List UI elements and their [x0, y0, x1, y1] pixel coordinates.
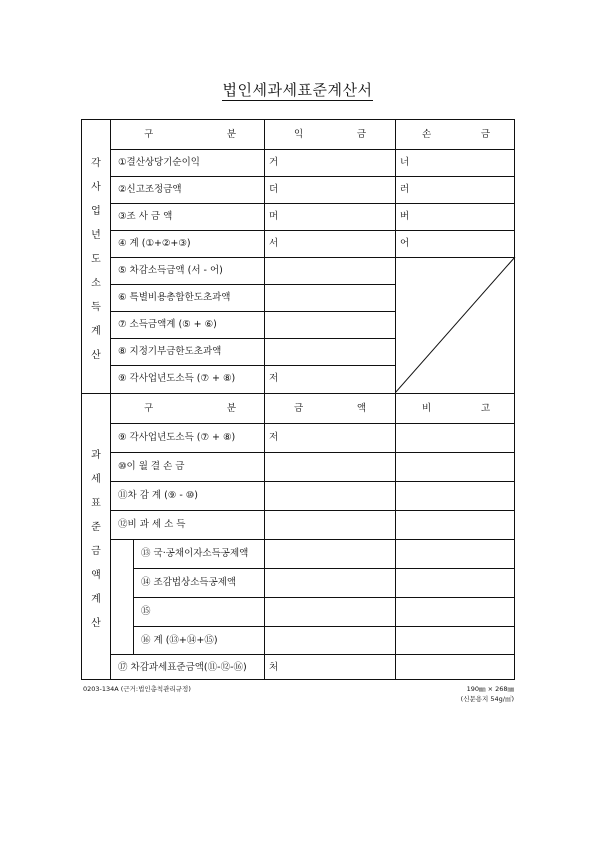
sub-row-label: ⑭ 조감법상소득공제액 [141, 577, 237, 588]
sub-row-label: ⑮ [141, 606, 151, 617]
paper-size: 190㎜ × 268㎜ [466, 685, 514, 693]
row-label: ⑧ 지정기부금한도초과액 [118, 346, 222, 357]
row-loss-value: 러 [400, 184, 410, 195]
row-amount-value: 저 [269, 432, 279, 443]
row-loss-value: 버 [400, 211, 410, 222]
sub-row-label: ⑯ 계 (⑬+⑭+⑮) [141, 635, 218, 646]
header-amount: 금 액 [294, 403, 366, 414]
header-category: 구 분 [144, 129, 236, 140]
row-income-value: 서 [269, 238, 279, 249]
row-income-value: 거 [269, 157, 279, 168]
row-label: ⑥ 특별비용총합한도초과액 [118, 292, 231, 303]
section2-side-label: 과 세 표 준 금 액 계 산 [91, 450, 101, 629]
row-label: ①결산상당기순이익 [118, 157, 200, 168]
row-income-value: 머 [269, 211, 279, 222]
row-label: ②신고조정금액 [118, 184, 182, 195]
header-remarks: 비 고 [422, 403, 490, 414]
row-label: ⑫비 과 세 소 득 [118, 519, 186, 530]
row-income-value: 저 [269, 373, 279, 384]
section1-side-label: 각 사 업 년 도 소 득 계 산 [91, 158, 101, 361]
tax-base-form [81, 119, 515, 680]
row-label: ⑩이 월 결 손 금 [118, 461, 185, 472]
row-income-value: 더 [269, 184, 279, 195]
row-label: ⑤ 차감소득금액 (서 - 어) [118, 265, 223, 276]
final-row-label: ⑰ 차감과세표준금액(⑪-⑫-⑯) [118, 662, 247, 673]
form-title: 법인세과세표준계산서 [222, 81, 373, 99]
row-label: ⑪차 감 계 (⑨ - ⑩) [118, 490, 199, 501]
header-category: 구 분 [144, 403, 236, 414]
diagonal-strike [395, 257, 516, 393]
row-label: ③조 사 금 액 [118, 211, 173, 222]
sub-row-label: ⑬ 국·공채이자소득공제액 [141, 548, 249, 559]
row-loss-value: 어 [400, 238, 410, 249]
paper-type: (신문용지 54g/㎡) [460, 695, 514, 703]
row-label: ⑨ 각사업년도소득 (⑦ + ⑧) [118, 373, 236, 384]
header-income: 익 금 [294, 129, 366, 140]
row-label: ④ 계 (①+②+③) [118, 238, 191, 249]
row-label: ⑦ 소득금액계 (⑤ + ⑥) [118, 319, 217, 330]
final-row-amount: 처 [269, 662, 279, 673]
row-loss-value: 너 [400, 157, 410, 168]
row-label: ⑨ 각사업년도소득 (⑦ + ⑧) [118, 432, 236, 443]
header-loss: 손 금 [422, 129, 490, 140]
form-number: 0203-134A (근거:법인총칙관리규정) [83, 685, 191, 693]
